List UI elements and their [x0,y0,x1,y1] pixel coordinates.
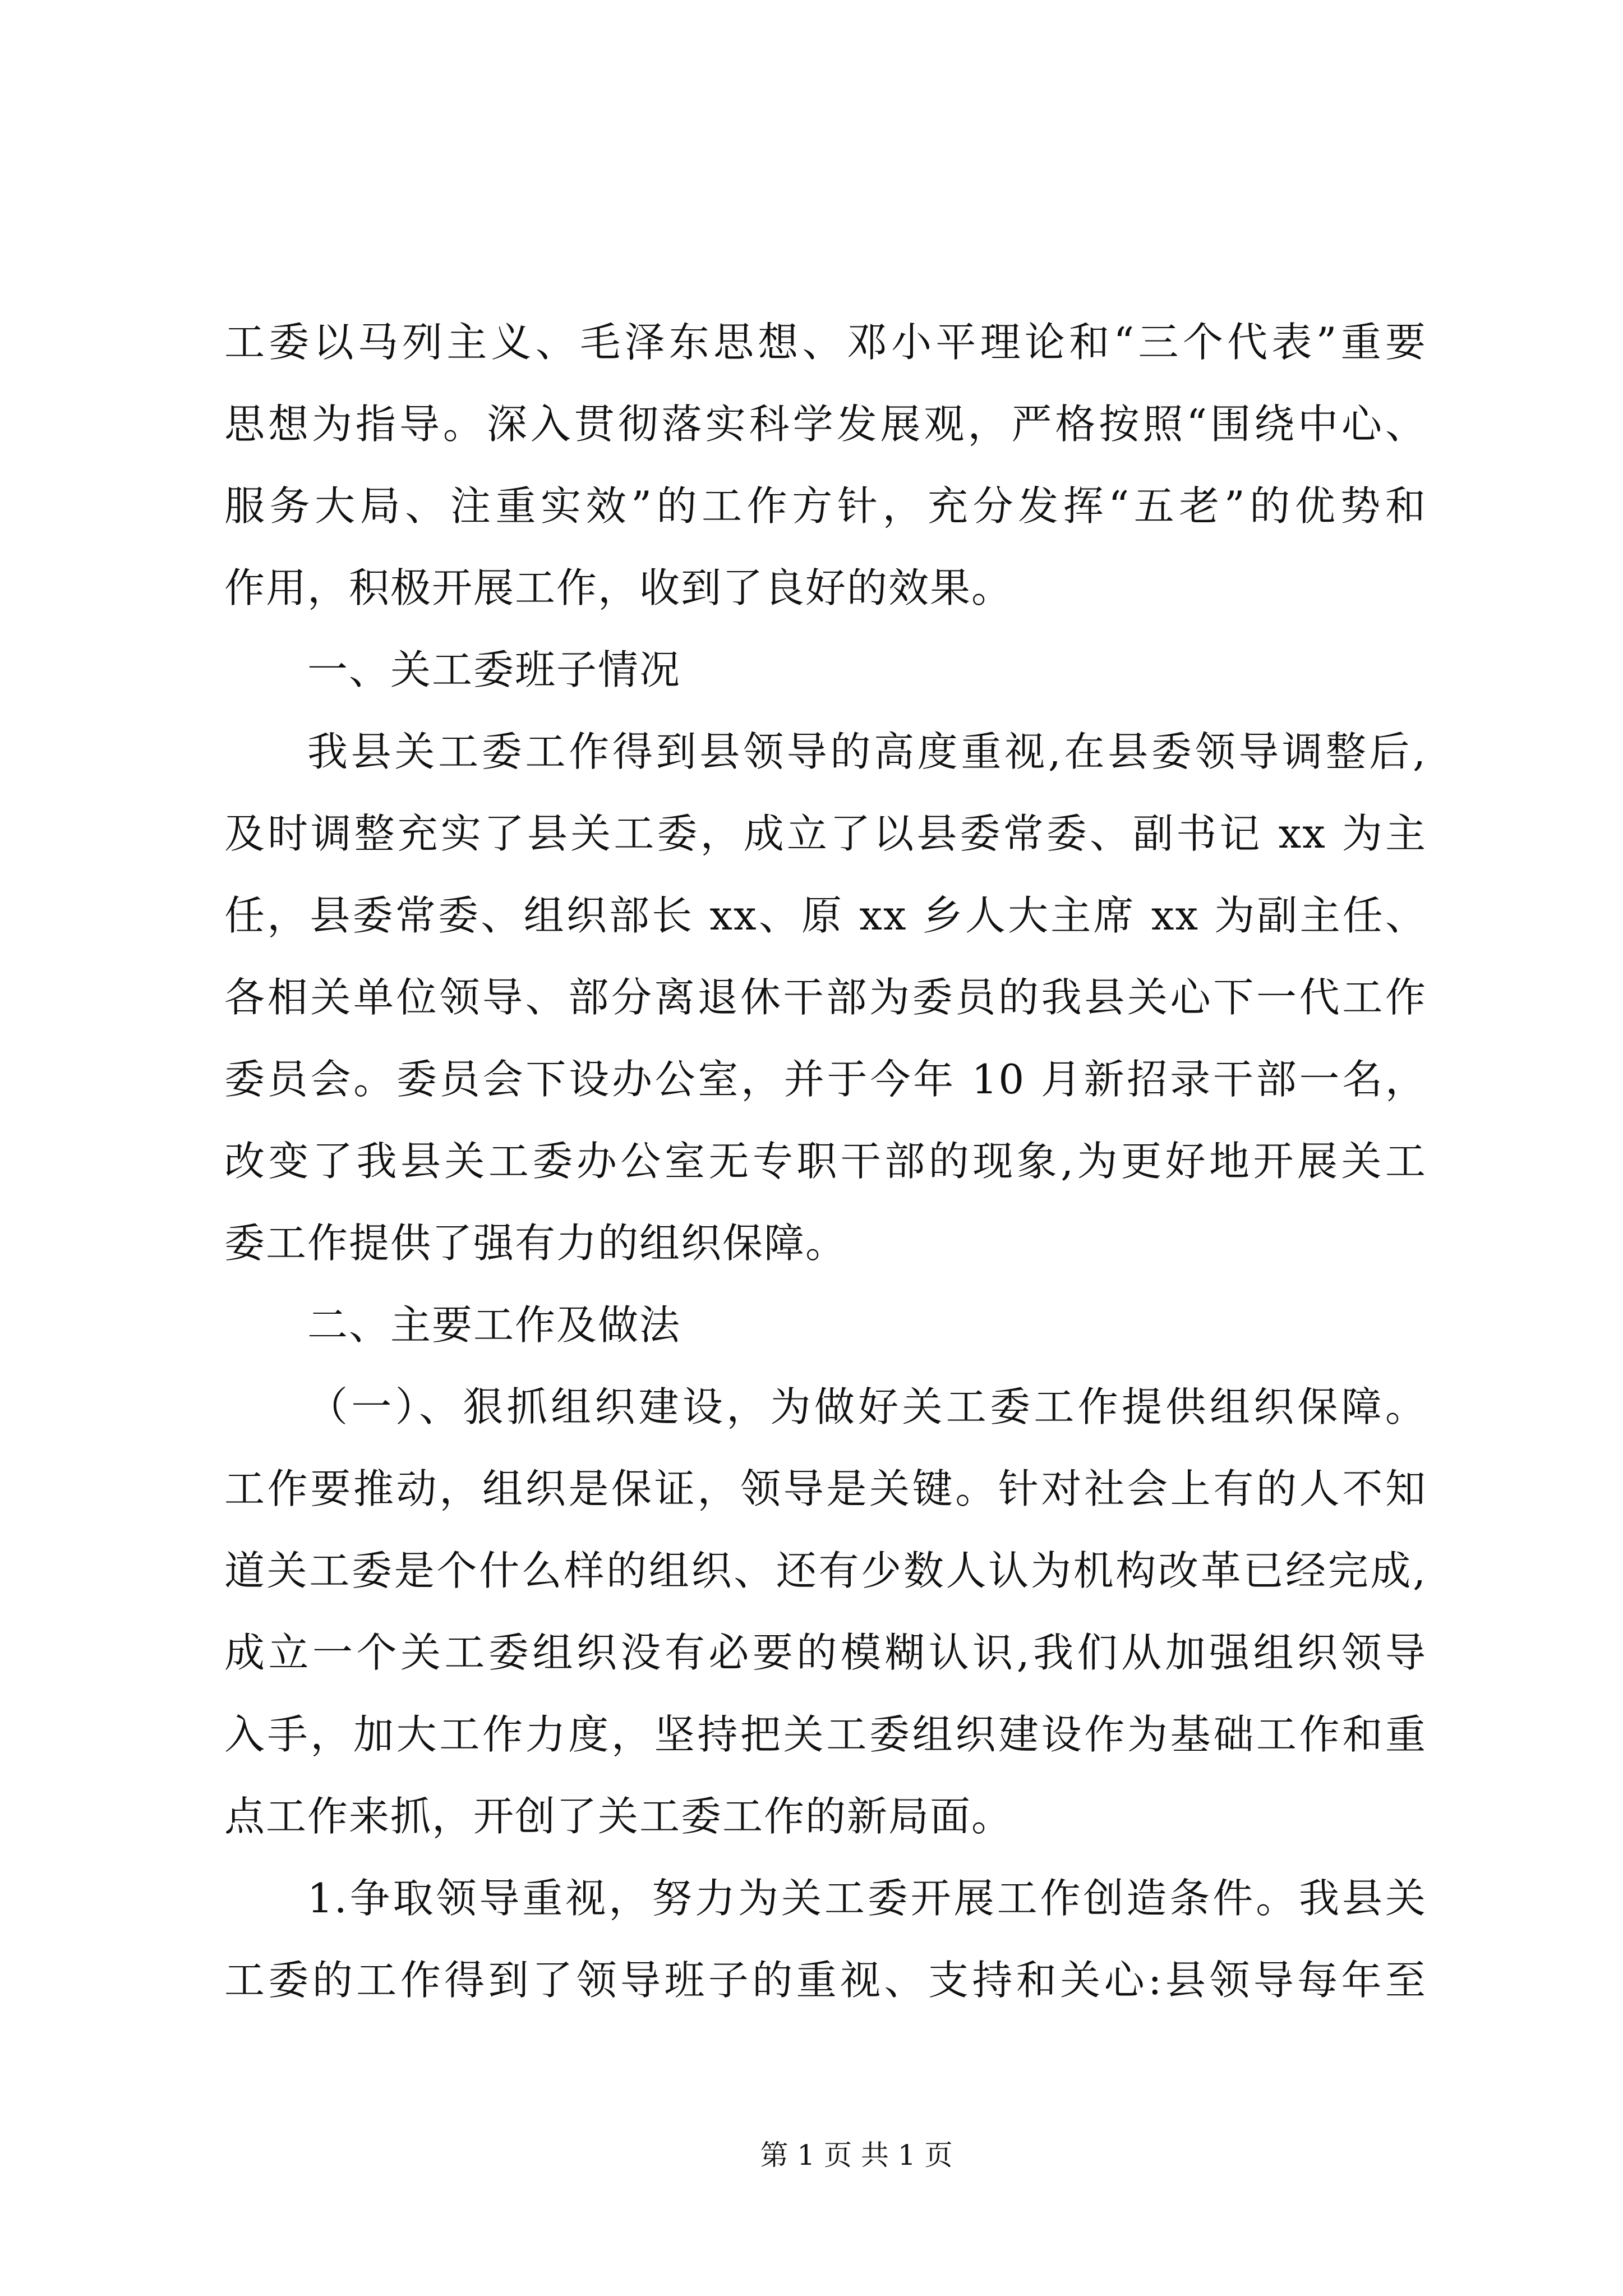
text-line: 我县关工委工作得到县领导的高度重视,在县委领导调整后, [307,728,1427,775]
text-line: 委员会。委员会下设办公室，并于今年 10 月新招录干部一名， [224,1056,1427,1103]
section-heading-text: 二、主要工作及做法 [307,1301,681,1349]
paragraph-item-1 [224,1857,1427,2021]
text-line: 各相关单位领导、部分离退休干部为委员的我县关心下一代工作 [224,974,1427,1021]
text-line: 道关工委是个什么样的组织、还有少数人认为机构改革已经完成, [224,1547,1427,1594]
text-line: 思想为指导。深入贯彻落实科学发展观，严格按照“围绕中心、 [224,401,1427,448]
text-line: 工委以马列主义、毛泽东思想、邓小平理论和“三个代表”重要 [224,319,1427,366]
text-line: 工委的工作得到了领导班子的重视、支持和关心:县领导每年至 [224,1957,1427,2004]
text-line: 及时调整充实了县关工委，成立了以县委常委、副书记 xx 为主 [224,810,1427,857]
text-line: 工作要推动，组织是保证，领导是关键。针对社会上有的人不知 [224,1465,1427,1512]
document-body [224,301,1427,2021]
text-line: 改变了我县关工委办公室无专职干部的现象,为更好地开展关工 [224,1138,1427,1185]
section-heading-1 [224,629,1427,711]
text-line: 作用，积极开展工作，收到了良好的效果。 [224,564,1013,611]
paragraph-intro [224,301,1427,629]
page-number-label: 第 1 页 共 1 页 [760,2139,953,2171]
section-heading-text: 一、关工委班子情况 [307,646,681,693]
text-line: 委工作提供了强有力的组织保障。 [224,1220,847,1267]
paragraph-subsection-1 [224,1366,1427,1857]
text-line: 服务大局、注重实效”的工作方针，充分发挥“五老”的优势和 [224,482,1427,530]
text-line: 点工作来抓，开创了关工委工作的新局面。 [224,1793,1013,1840]
text-line: 任，县委常委、组织部长 xx、原 xx 乡人大主席 xx 为副主任、 [224,892,1427,939]
paragraph-section-1 [224,711,1427,1284]
section-heading-2 [224,1284,1427,1366]
text-line: 入手，加大工作力度，坚持把关工委组织建设作为基础工作和重 [224,1711,1427,1758]
text-line: 成立一个关工委组织没有必要的模糊认识,我们从加强组织领导 [224,1629,1427,1676]
text-line: 1.争取领导重视，努力为关工委开展工作创造条件。我县关 [307,1875,1427,1922]
page-footer [662,2136,1051,2175]
text-line: （一）、狠抓组织建设，为做好关工委工作提供组织保障。 [307,1383,1427,1430]
